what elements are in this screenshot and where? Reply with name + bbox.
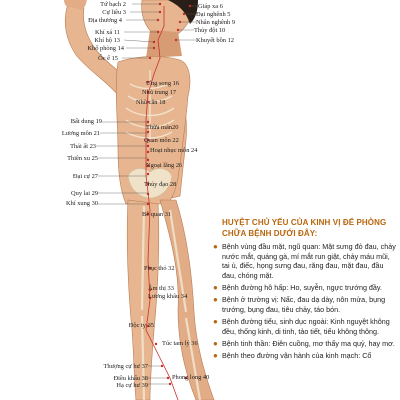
indication-text: Bệnh ở trường vị: Nấc, đau dạ dày, nôn mửa, bụng trướng, bụng đau, tiêu chảy, táo bón.	[222, 295, 386, 314]
point-label-12: Khuyết bồn 12	[196, 37, 234, 44]
point-label-2: Tứ bạch 2	[100, 1, 126, 8]
point-label-3: Cự liêu 3	[102, 9, 126, 16]
point-label-39: Hạ cự hư 39	[116, 382, 148, 389]
point-label-18: Nhũ căn 18	[136, 99, 166, 106]
point-label-32: Phục thỏ 32	[144, 265, 175, 272]
indication-text: Bệnh vùng đầu mặt, ngũ quan: Mặt sưng đỏ đau, chảy nước mắt, quáng gà, mí mắt run giật, chảy máu mũi, tai ù, điếc, họng sưng đau, răng đau, mặt đau, đầu đau, chóng mặt.	[222, 242, 396, 280]
point-label-30: Khí xung 30	[66, 200, 98, 207]
bullet-icon: ●	[213, 295, 218, 305]
point-label-9: Nhân nghênh 9	[196, 19, 236, 26]
point-label-29: Quy lai 29	[71, 190, 98, 197]
point-label-28: Thủy đạo 28	[144, 181, 177, 188]
point-label-10: Thủy đột 10	[194, 27, 226, 34]
indication-text: Bệnh theo đường vận hành của kinh mạch: Cổ	[222, 350, 372, 360]
indication-item	[209, 295, 399, 314]
neck	[146, 30, 182, 58]
point-label-21: Lương môn 21	[61, 130, 100, 137]
indication-item	[209, 283, 399, 293]
indication-item	[209, 351, 399, 361]
bullet-icon: ●	[213, 338, 218, 348]
bullet-icon: ●	[213, 316, 218, 326]
point-label-6: Giáp xa 6	[198, 3, 223, 10]
indication-text: Bệnh đường hô hấp: Ho, suyễn, ngực trướng đầy.	[222, 282, 382, 292]
indication-item	[209, 242, 399, 280]
point-label-23: Thái ất 23	[70, 143, 96, 150]
indications-list	[209, 242, 399, 361]
point-label-5: Đại nghênh 5	[196, 11, 231, 18]
point-label-15: Ốc ế 15	[98, 55, 118, 62]
point-label-33: Âm thị 33	[148, 285, 174, 292]
point-label-35: Độc tỵ 35	[128, 322, 154, 329]
bullet-icon: ●	[213, 242, 218, 251]
point-label-14: Khố phòng 14	[87, 45, 124, 52]
point-label-20: Thừa mãn20	[146, 124, 179, 131]
point-label-26: Ngoại lăng 26	[146, 162, 183, 169]
bullet-icon: ●	[213, 282, 218, 292]
point-label-34: Lương khâu 34	[148, 293, 188, 300]
point-label-31: Bễ quan 31	[142, 211, 172, 218]
indication-text: Bệnh đường tiểu, sinh dục ngoài: Kinh nguyệt không đều, thống kinh, di tinh, tảo tiết, tiểu không thông.	[222, 316, 390, 336]
point-label-22: Quan môn 22	[144, 137, 179, 144]
point-label-17: Nhũ trung 17	[142, 89, 177, 96]
point-label-11: Khí xá 11	[95, 29, 120, 36]
indication-item	[209, 317, 399, 336]
point-label-40: Phong long 40	[172, 374, 210, 381]
indication-item	[209, 339, 399, 349]
point-label-24: Hoạt nhục môn 24	[150, 147, 198, 154]
point-label-27: Đại cự 27	[72, 173, 98, 180]
point-label-4: Địa thương 4	[88, 17, 122, 24]
point-label-13: Khí hộ 13	[94, 37, 120, 44]
point-label-36: Túc tam lý 36	[162, 340, 198, 347]
indication-text: Bệnh tinh thần: Điên cuồng, mơ thấy ma quỷ, hay mơ.	[222, 338, 395, 348]
point-label-38: Điều khẩu 38	[113, 375, 148, 382]
bent-leg	[160, 200, 214, 400]
indications-title: HUYỆT CHỦ YẾU CỦA KINH VỊ ĐỂ PHÒNG CHỮA BỆNH DƯỚI ĐÂY:	[222, 218, 387, 238]
indications-panel	[209, 217, 399, 363]
point-label-25: Thiên xu 25	[67, 155, 98, 162]
point-label-16: Ưng song 16	[146, 80, 180, 87]
point-label-37: Thượng cự hư 37	[103, 363, 148, 370]
bullet-icon: ●	[213, 350, 218, 360]
point-label-19: Bất dung 19	[70, 118, 102, 125]
